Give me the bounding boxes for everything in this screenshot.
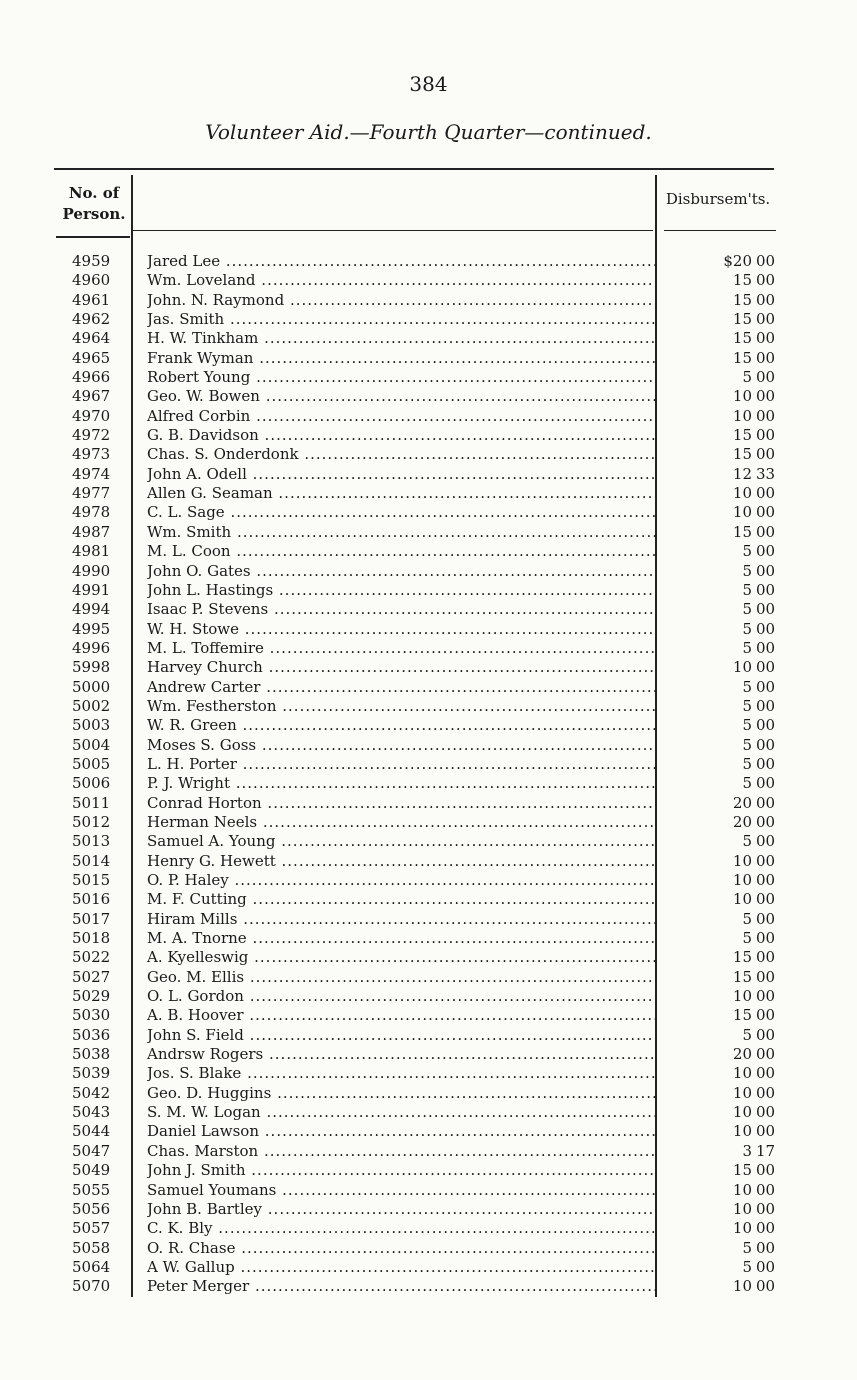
amount-cents: 00 [756, 310, 776, 329]
person-name: O. P. Haley ..... [147, 871, 655, 890]
person-name: John L. Hastings ..... [147, 581, 655, 600]
amount-dollars: 10 [732, 1122, 752, 1141]
amount-dollars: 10 [732, 1064, 752, 1083]
person-name: Wm. Loveland ..... [147, 271, 655, 290]
amount-cents: 00 [756, 871, 776, 889]
person-number: 4978 [72, 503, 111, 522]
amount-dollars: 10 [732, 1103, 752, 1122]
table-row [0, 813, 857, 832]
amount-cents: 00 [756, 754, 776, 773]
table-row [0, 890, 857, 909]
person-name: P. J. Wright ..... [147, 774, 655, 793]
person-number: 4959 [72, 252, 111, 270]
person-name: Geo. D. Huggins ..... [147, 1084, 655, 1103]
ledger-rows [0, 252, 857, 1297]
amount-cents: 00 [756, 851, 776, 870]
person-name: O. R. Chase ..... [147, 1239, 655, 1258]
amount-cents: 00 [756, 387, 776, 406]
person-number: 4977 [72, 484, 111, 503]
person-number: 5070 [72, 1277, 111, 1296]
amount-cents: 00 [756, 1180, 776, 1199]
table-row [0, 774, 857, 793]
person-name: John. N. Raymond ..... [147, 291, 655, 310]
amount-dollars: 10 [732, 890, 752, 909]
person-name: C. K. Bly ..... [147, 1219, 655, 1238]
amount-dollars: 5 [742, 580, 752, 599]
table-row [0, 1219, 857, 1238]
person-number: 4962 [72, 310, 111, 329]
person-number: 5006 [72, 774, 111, 793]
amount-cents: 00 [756, 1257, 776, 1276]
person-number: 5038 [72, 1045, 111, 1064]
person-number: 5044 [72, 1122, 111, 1141]
amount-dollars: 5 [742, 638, 752, 657]
table-row [0, 1026, 857, 1045]
person-number: 4990 [72, 561, 111, 580]
person-number: 5022 [72, 948, 111, 967]
table-row [0, 716, 857, 735]
table-row [0, 794, 857, 813]
amount-cents: 00 [756, 600, 776, 619]
person-number: 5000 [72, 677, 111, 696]
page-title: Volunteer Aid.—Fourth Quarter—continued. [205, 120, 652, 144]
table-row [0, 600, 857, 619]
person-number: 4967 [72, 387, 111, 406]
amount-dollars: 15 [732, 348, 752, 367]
table-row [0, 1200, 857, 1219]
amount-dollars: 10 [732, 1199, 752, 1218]
amount-cents: 00 [756, 929, 776, 948]
table-row [0, 1084, 857, 1103]
table-row [0, 658, 857, 677]
table-row [0, 503, 857, 522]
person-number: 5039 [72, 1064, 111, 1083]
person-name: W. R. Green ..... [147, 716, 655, 735]
table-row [0, 736, 857, 755]
person-name: Jos. S. Blake ..... [147, 1064, 655, 1083]
table-row [0, 1142, 857, 1161]
amount-cents: 00 [756, 1199, 776, 1218]
person-number: 5998 [72, 658, 111, 677]
amount-cents: 00 [756, 561, 776, 580]
table-row [0, 929, 857, 948]
amount-cents: 00 [756, 619, 776, 638]
amount-cents: 00 [756, 832, 776, 851]
person-number: 4981 [72, 542, 111, 561]
person-name: Jas. Smith ..... [147, 310, 655, 329]
table-row [0, 581, 857, 600]
person-name: Alfred Corbin ..... [147, 407, 655, 426]
amount-cents: 00 [756, 774, 776, 793]
amount-dollars: 10 [732, 851, 752, 870]
person-number: 4966 [72, 368, 111, 387]
person-number: 5027 [72, 967, 111, 986]
person-name: Samuel A. Young ..... [147, 832, 655, 851]
person-name: L. H. Porter ..... [147, 755, 655, 774]
header-bottom-rule-mid [131, 230, 653, 231]
person-name: H. W. Tinkham ..... [147, 329, 655, 348]
person-number: 5043 [72, 1103, 111, 1122]
person-name: Conrad Horton ..... [147, 794, 655, 813]
amount-cents: 00 [756, 967, 776, 986]
amount-dollars: 5 [742, 735, 752, 754]
amount-dollars: 10 [732, 406, 752, 425]
amount-cents: 00 [756, 1045, 776, 1064]
amount-dollars: 10 [732, 658, 752, 677]
person-number: 5057 [72, 1219, 111, 1238]
person-name: Herman Neels ..... [147, 813, 655, 832]
amount-dollars: 5 [742, 774, 752, 793]
table-row [0, 445, 857, 464]
person-name: Andrsw Rogers ..... [147, 1045, 655, 1064]
table-row [0, 968, 857, 987]
amount-dollars: 15 [732, 445, 752, 464]
person-name: Henry G. Hewett ..... [147, 852, 655, 871]
amount-cents: 00 [756, 735, 776, 754]
person-name: Wm. Festherston ..... [147, 697, 655, 716]
amount-cents: 00 [756, 793, 776, 812]
amount-cents: 00 [756, 252, 776, 270]
table-row [0, 1161, 857, 1180]
person-number: 4995 [72, 619, 111, 638]
person-name: M. F. Cutting ..... [147, 890, 655, 909]
amount-cents: 00 [756, 1161, 776, 1180]
person-number: 5011 [72, 793, 111, 812]
person-number: 5056 [72, 1199, 111, 1218]
person-number: 4960 [72, 271, 111, 290]
person-name: Hiram Mills ..... [147, 910, 655, 929]
table-row [0, 697, 857, 716]
person-number: 4965 [72, 348, 111, 367]
table-row [0, 426, 857, 445]
page-number: 384 [409, 72, 448, 96]
table-row [0, 620, 857, 639]
amount-cents: 00 [756, 1025, 776, 1044]
amount-cents: 00 [756, 638, 776, 657]
person-name: John J. Smith ..... [147, 1161, 655, 1180]
person-name: Daniel Lawson ..... [147, 1122, 655, 1141]
person-number: 4994 [72, 600, 111, 619]
amount-cents: 00 [756, 677, 776, 696]
person-number: 5013 [72, 832, 111, 851]
amount-dollars: 20 [732, 812, 752, 831]
person-number: 5036 [72, 1025, 111, 1044]
amount-dollars: 10 [732, 387, 752, 406]
person-number: 5016 [72, 890, 111, 909]
person-name: Geo. M. Ellis ..... [147, 968, 655, 987]
person-number: 5042 [72, 1083, 111, 1102]
amount-cents: 17 [756, 1141, 776, 1160]
amount-dollars: 10 [732, 1219, 752, 1238]
table-row [0, 523, 857, 542]
amount-dollars: 10 [732, 1277, 752, 1296]
person-name: M. L. Toffemire ..... [147, 639, 655, 658]
person-name: Peter Merger ..... [147, 1277, 655, 1296]
table-row [0, 832, 857, 851]
amount-cents: 00 [756, 658, 776, 677]
table-row [0, 271, 857, 290]
amount-cents: 00 [756, 445, 776, 464]
amount-dollars: 5 [742, 677, 752, 696]
table-row [0, 639, 857, 658]
amount-cents: 00 [756, 696, 776, 715]
person-name: Frank Wyman ..... [147, 349, 655, 368]
person-name: S. M. W. Logan ..... [147, 1103, 655, 1122]
amount-dollars: 12 [732, 464, 752, 483]
table-row [0, 562, 857, 581]
person-name: M. A. Tnorne ..... [147, 929, 655, 948]
header-bottom-rule-right [664, 230, 776, 231]
amount-dollars: 10 [732, 484, 752, 503]
table-row [0, 1258, 857, 1277]
person-name: O. L. Gordon ..... [147, 987, 655, 1006]
amount-dollars: 20 [732, 1045, 752, 1064]
amount-cents: 00 [756, 1064, 776, 1083]
person-number: 4991 [72, 580, 111, 599]
header-bottom-rule-left [56, 236, 130, 238]
amount-dollars: 10 [732, 1083, 752, 1102]
table-row [0, 948, 857, 967]
amount-dollars: 5 [742, 619, 752, 638]
amount-dollars: 15 [732, 948, 752, 967]
top-rule [54, 168, 774, 170]
person-number: 5015 [72, 871, 111, 889]
amount-dollars: 5 [742, 600, 752, 619]
person-name: John S. Field ..... [147, 1026, 655, 1045]
amount-dollars: 15 [732, 329, 752, 348]
amount-cents: 33 [756, 464, 776, 483]
person-name: A W. Gallup ..... [147, 1258, 655, 1277]
amount-cents: 00 [756, 890, 776, 909]
person-name: John B. Bartley ..... [147, 1200, 655, 1219]
amount-dollars: 5 [742, 754, 752, 773]
amount-cents: 00 [756, 503, 776, 522]
table-row [0, 910, 857, 929]
amount-dollars: 15 [732, 271, 752, 290]
amount-cents: 00 [756, 271, 776, 290]
amount-dollars: 5 [742, 368, 752, 387]
amount-cents: 00 [756, 329, 776, 348]
table-row [0, 871, 857, 890]
table-row [0, 291, 857, 310]
person-number: 5029 [72, 987, 111, 1006]
person-name: John O. Gates ..... [147, 562, 655, 581]
amount-cents: 00 [756, 1083, 776, 1102]
person-name: Chas. Marston ..... [147, 1142, 655, 1161]
table-row [0, 1239, 857, 1258]
amount-cents: 00 [756, 368, 776, 387]
amount-dollars: 5 [742, 909, 752, 928]
person-name: M. L. Coon ..... [147, 542, 655, 561]
amount-dollars: 5 [742, 716, 752, 735]
amount-dollars: 15 [732, 522, 752, 541]
amount-dollars: 10 [732, 1180, 752, 1199]
table-row [0, 678, 857, 697]
person-name: G. B. Davidson ..... [147, 426, 655, 445]
person-number: 4996 [72, 638, 111, 657]
person-number: 5003 [72, 716, 111, 735]
person-number: 4972 [72, 426, 111, 445]
table-row [0, 484, 857, 503]
amount-cents: 00 [756, 948, 776, 967]
person-name: Isaac P. Stevens ..... [147, 600, 655, 619]
person-name: Robert Young ..... [147, 368, 655, 387]
amount-cents: 00 [756, 1006, 776, 1025]
amount-cents: 00 [756, 348, 776, 367]
person-number: 5017 [72, 909, 111, 928]
amount-dollars: 15 [732, 1006, 752, 1025]
table-row [0, 368, 857, 387]
person-number: 4973 [72, 445, 111, 464]
amount-cents: 00 [756, 542, 776, 561]
amount-dollars: 10 [732, 503, 752, 522]
amount-dollars: 5 [742, 1025, 752, 1044]
person-number: 5002 [72, 696, 111, 715]
amount-dollars: $20 [723, 252, 752, 270]
amount-dollars: 10 [732, 871, 752, 889]
amount-cents: 00 [756, 812, 776, 831]
table-row [0, 542, 857, 561]
person-number: 5012 [72, 812, 111, 831]
table-row [0, 252, 857, 271]
person-number: 4974 [72, 464, 111, 483]
person-name: Geo. W. Bowen ..... [147, 387, 655, 406]
amount-dollars: 5 [742, 1238, 752, 1257]
amount-dollars: 15 [732, 426, 752, 445]
person-name: A. B. Hoover ..... [147, 1006, 655, 1025]
person-number: 5004 [72, 735, 111, 754]
table-row [0, 852, 857, 871]
amount-dollars: 10 [732, 987, 752, 1006]
amount-dollars: 15 [732, 1161, 752, 1180]
person-name: Andrew Carter ..... [147, 678, 655, 697]
amount-dollars: 20 [732, 793, 752, 812]
amount-dollars: 5 [742, 696, 752, 715]
person-number: 5058 [72, 1238, 111, 1257]
table-row [0, 1006, 857, 1025]
amount-cents: 00 [756, 484, 776, 503]
person-number: 5018 [72, 929, 111, 948]
person-number: 4987 [72, 522, 111, 541]
amount-cents: 00 [756, 290, 776, 309]
person-name: Wm. Smith ..... [147, 523, 655, 542]
table-row [0, 755, 857, 774]
amount-cents: 00 [756, 580, 776, 599]
amount-dollars: 5 [742, 832, 752, 851]
amount-cents: 00 [756, 1277, 776, 1296]
amount-cents: 00 [756, 987, 776, 1006]
table-row [0, 407, 857, 426]
table-row [0, 1103, 857, 1122]
disbursements-column-header: Disbursem'ts. [665, 190, 771, 208]
table-row [0, 987, 857, 1006]
person-name: W. H. Stowe ..... [147, 620, 655, 639]
person-name: A. Kyelleswig ..... [147, 948, 655, 967]
person-name: C. L. Sage ..... [147, 503, 655, 522]
person-name: Jared Lee ..... [147, 252, 655, 271]
amount-dollars: 15 [732, 310, 752, 329]
person-number: 5055 [72, 1180, 111, 1199]
person-number: 5014 [72, 851, 111, 870]
person-name: Moses S. Goss ..... [147, 736, 655, 755]
amount-cents: 00 [756, 406, 776, 425]
table-row [0, 465, 857, 484]
table-row [0, 1181, 857, 1200]
amount-dollars: 15 [732, 290, 752, 309]
amount-cents: 00 [756, 716, 776, 735]
person-number: 4964 [72, 329, 111, 348]
amount-dollars: 5 [742, 542, 752, 561]
table-row [0, 387, 857, 406]
person-number: 5047 [72, 1141, 111, 1160]
person-name: Chas. S. Onderdonk ..... [147, 445, 655, 464]
person-number: 5064 [72, 1257, 111, 1276]
amount-cents: 00 [756, 909, 776, 928]
table-row [0, 349, 857, 368]
person-name: John A. Odell ..... [147, 465, 655, 484]
table-row [0, 310, 857, 329]
amount-dollars: 3 [742, 1141, 752, 1160]
amount-dollars: 5 [742, 1257, 752, 1276]
table-row [0, 1064, 857, 1083]
amount-dollars: 15 [732, 967, 752, 986]
number-column-header: No. of Person. [62, 184, 126, 223]
amount-cents: 00 [756, 1103, 776, 1122]
person-name: Allen G. Seaman ..... [147, 484, 655, 503]
person-number: 4970 [72, 406, 111, 425]
amount-dollars: 5 [742, 561, 752, 580]
amount-cents: 00 [756, 1122, 776, 1141]
table-row [0, 329, 857, 348]
person-name: Samuel Youmans ..... [147, 1181, 655, 1200]
amount-cents: 00 [756, 1219, 776, 1238]
person-number: 4961 [72, 290, 111, 309]
table-row [0, 1122, 857, 1141]
amount-dollars: 5 [742, 929, 752, 948]
person-number: 5005 [72, 754, 111, 773]
person-number: 5030 [72, 1006, 111, 1025]
amount-cents: 00 [756, 426, 776, 445]
table-row [0, 1045, 857, 1064]
person-number: 5049 [72, 1161, 111, 1180]
person-name: Harvey Church ..... [147, 658, 655, 677]
amount-cents: 00 [756, 1238, 776, 1257]
amount-cents: 00 [756, 522, 776, 541]
table-row [0, 1277, 857, 1296]
